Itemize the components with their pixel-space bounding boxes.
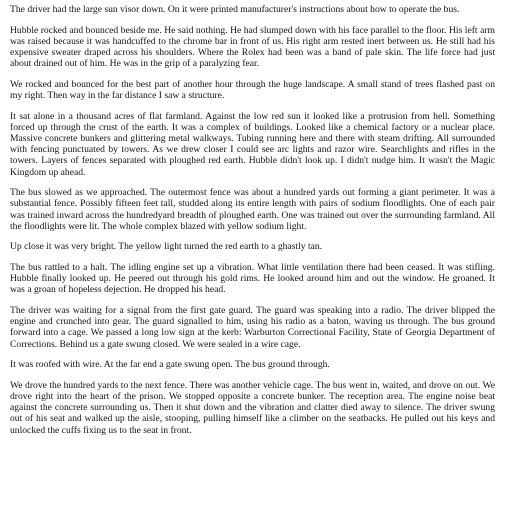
- paragraph-4: It sat alone in a thousand acres of flat farmland. Against the low red sun it looked like a protrusion from hell. Something forced up through the crust of the earth. It was a complex of buildings. Looked like a chemical factory or a nuclear place. Massive concrete bunkers and glittering metal walkways. Tubing running here and there with steam drifting. All surrounded with fencing punctuated by towers. As we drew closer I could see arc lights and razor wire. Searchlights and rifles in the towers. Layers of fences separated with ploughed red earth. Hubble didn't look up. I didn't nudge him. It wasn't the Magic Kingdom up ahead.: [10, 110, 495, 178]
- paragraph-6: Up close it was very bright. The yellow light turned the red earth to a ghastly tan.: [10, 241, 323, 253]
- paragraph-1: The driver had the large sun visor down. On it were printed manufacturer's instructions about how to operate the bus.: [10, 4, 460, 15]
- paragraph-2: Hubble rocked and bounced beside me. He said nothing. He had slumped down with his face parallel to the floor. His left arm was raised because it was handcuffed to the chrome bar in front of us. His right arm rested inert between us. He still had his expensive sweater draped across his shoulders. Where the Rolex had been was a band of pale skin. The life force had just about drained out of him. He was in the grip of a paralyzing fear.: [10, 24, 495, 70]
- paragraph-8: The driver was waiting for a signal from the first gate guard. The guard was speaking into a radio. The driver blipped the engine and crunched into gear. The guard signalled to him, using his radio as a baton, waving us through. The bus ground forward into a cage. We passed a long low sign at the kerb: Warburton Correctional Facility, State of Georgia Department of Corrections. Behind us a gate swung closed. We were sealed in a wire cage.: [10, 305, 495, 350]
- paragraph-10: We drove the hundred yards to the next fence. There was another vehicle cage. The bus went in, waited, and drove on out. We drove right into the heart of the prison. We stopped opposite a concrete bunker. The reception area. The engine noise beat against the concrete surrounding us. Then it shut down and the vibration and clatter died away to silence. The driver swung out of his seat and walked up the aisle, stooping, pulling himself like a climber on the seatbacks. He pulled out his keys and unlocked the cuffs fixing us to the seat in front.: [10, 379, 495, 436]
- document-page: [10, 4, 495, 445]
- paragraph-9: It was roofed with wire. At the far end a gate swung open. The bus ground through.: [10, 359, 330, 371]
- paragraph-7: The bus rattled to a halt. The idling engine set up a vibration. What little ventilation there had been ceased. It was stifling. Hubble finally looked up. He peered out through his gold rims. He looked around him and out the window. He groaned. It was a groan of hopeless dejection. He dropped his head.: [10, 262, 495, 296]
- paragraph-5: The bus slowed as we approached. The outermost fence was about a hundred yards out forming a giant perimeter. It was a substantial fence. Possibly fifteen feet tall, studded along its entire length with pairs of sodium floodlights. One of each pair was trained inward across the hundredyard breadth of ploughed earth. One was trained out over the surrounding farmland. All the floodlights were lit. The whole complex blazed with yellow sodium light.: [10, 187, 495, 232]
- paragraph-3: We rocked and bounced for the best part of another hour through the huge landscape. A small stand of trees flashed past on my right. Then way in the far distance I saw a structure.: [10, 78, 495, 101]
